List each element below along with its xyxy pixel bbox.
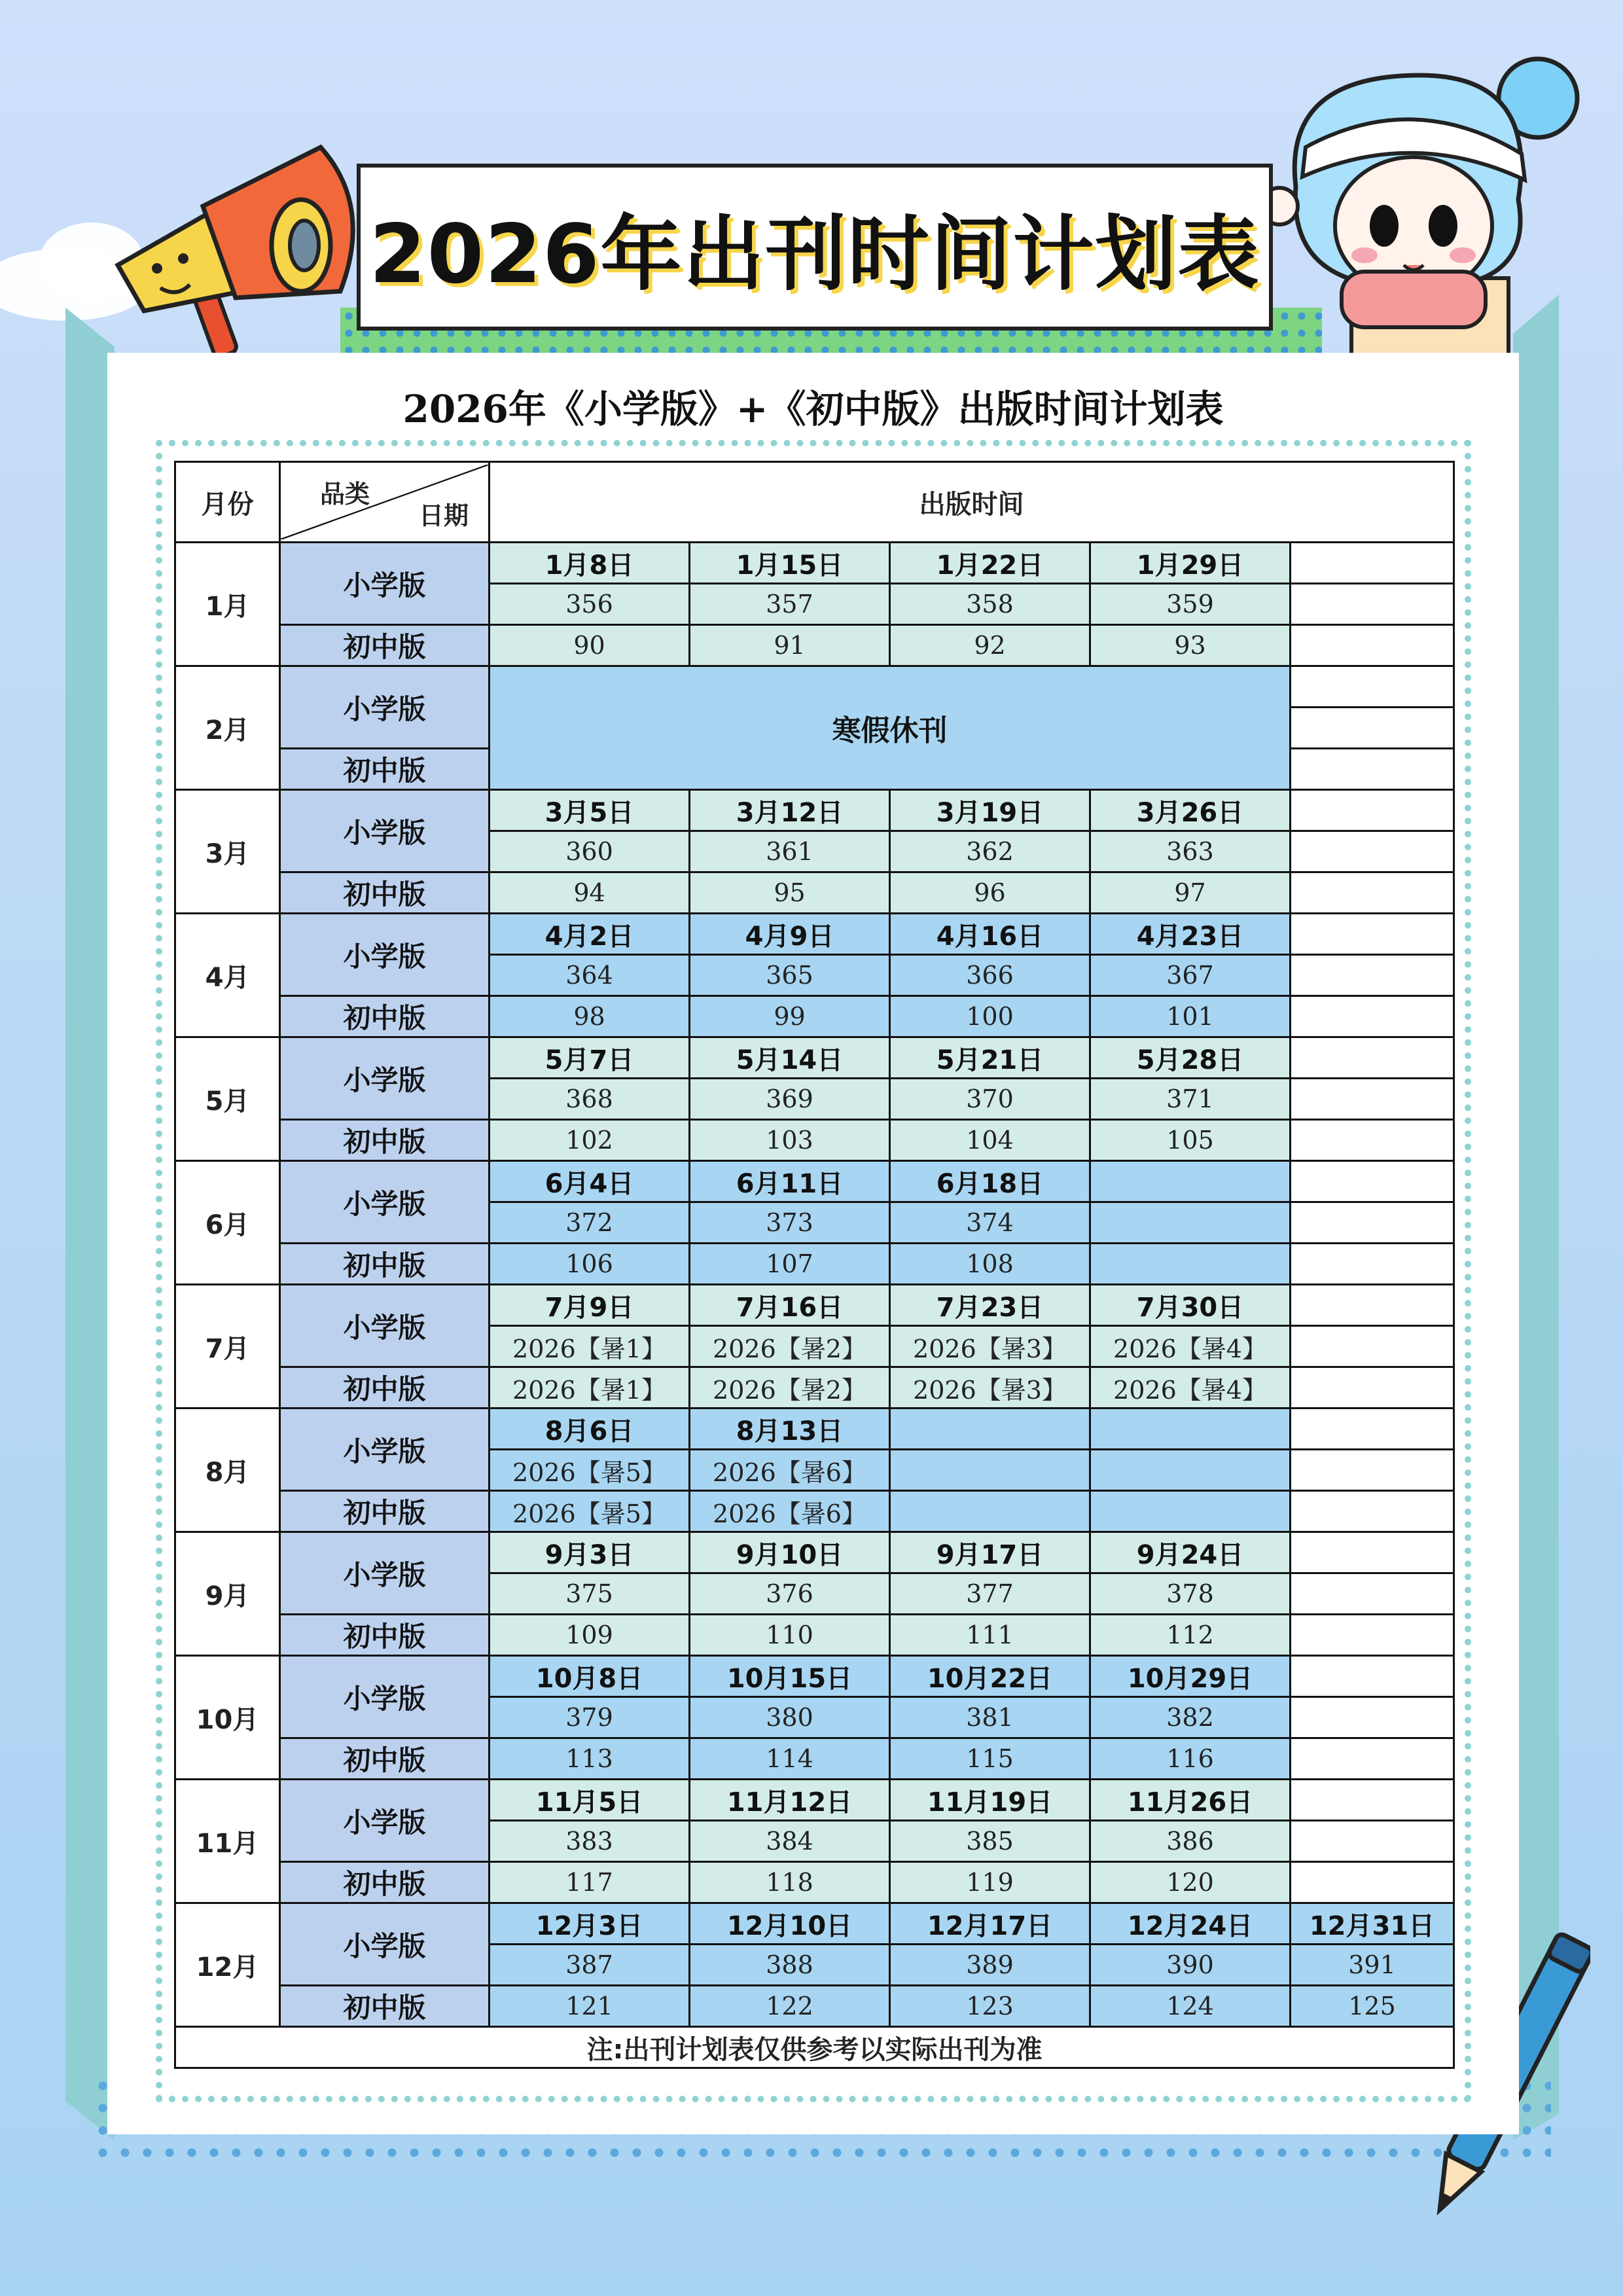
pub-date-cell: 12月31日 — [1291, 1903, 1454, 1945]
junior-issue-cell: 110 — [690, 1615, 890, 1656]
junior-issue-cell: 98 — [490, 996, 690, 1037]
edition-primary-label: 小学版 — [280, 1037, 490, 1120]
junior-issue-cell: 97 — [1090, 872, 1291, 914]
primary-issue-cell — [1291, 584, 1454, 625]
edition-primary-label: 小学版 — [280, 1532, 490, 1615]
primary-issue-cell: 384 — [690, 1821, 890, 1862]
pub-date-cell: 4月23日 — [1090, 914, 1291, 955]
junior-issue-cell — [1291, 996, 1454, 1037]
pub-date-cell: 7月16日 — [690, 1285, 890, 1326]
pub-date-cell: 10月15日 — [690, 1656, 890, 1697]
edition-junior-label: 初中版 — [280, 1120, 490, 1161]
junior-issue-cell: 90 — [490, 625, 690, 666]
empty-cell — [1291, 666, 1454, 708]
pub-date-cell — [1291, 1161, 1454, 1202]
month-label: 1月 — [175, 543, 280, 666]
junior-issue-cell: 107 — [690, 1244, 890, 1285]
pub-date-cell: 12月17日 — [890, 1903, 1090, 1945]
pub-date-cell: 9月3日 — [490, 1532, 690, 1573]
junior-issue-cell: 103 — [690, 1120, 890, 1161]
primary-issue-cell: 387 — [490, 1945, 690, 1986]
primary-issue-cell: 385 — [890, 1821, 1090, 1862]
primary-issue-cell: 383 — [490, 1821, 690, 1862]
junior-issue-cell: 100 — [890, 996, 1090, 1037]
junior-issue-cell — [1090, 1244, 1291, 1285]
frame-side-right — [1513, 295, 1559, 2140]
primary-issue-cell: 360 — [490, 831, 690, 872]
pub-date-cell: 1月29日 — [1090, 543, 1291, 584]
pub-date-cell: 8月6日 — [490, 1408, 690, 1450]
junior-issue-cell: 119 — [890, 1862, 1090, 1903]
primary-issue-cell — [1291, 1821, 1454, 1862]
primary-issue-cell: 388 — [690, 1945, 890, 1986]
junior-issue-cell — [1291, 1367, 1454, 1408]
pub-date-cell — [1291, 1780, 1454, 1821]
junior-issue-cell: 123 — [890, 1986, 1090, 2027]
junior-issue-cell: 113 — [490, 1738, 690, 1780]
primary-issue-cell — [1291, 1573, 1454, 1615]
schedule-table — [174, 461, 1455, 2069]
month-label: 5月 — [175, 1037, 280, 1161]
edition-junior-label: 初中版 — [280, 996, 490, 1037]
primary-issue-cell: 390 — [1090, 1945, 1291, 1986]
primary-issue-cell — [1291, 1450, 1454, 1491]
primary-issue-cell — [1090, 1202, 1291, 1244]
junior-issue-cell: 116 — [1090, 1738, 1291, 1780]
primary-issue-cell: 366 — [890, 955, 1090, 996]
primary-issue-cell: 378 — [1090, 1573, 1291, 1615]
junior-issue-cell: 2026【暑2】 — [690, 1367, 890, 1408]
junior-issue-cell: 109 — [490, 1615, 690, 1656]
pub-date-cell — [1291, 1408, 1454, 1450]
pub-date-cell: 10月8日 — [490, 1656, 690, 1697]
pub-date-cell: 5月7日 — [490, 1037, 690, 1079]
primary-issue-cell — [1291, 1202, 1454, 1244]
pub-date-cell: 7月9日 — [490, 1285, 690, 1326]
junior-issue-cell: 114 — [690, 1738, 890, 1780]
pub-date-cell: 5月28日 — [1090, 1037, 1291, 1079]
pub-date-cell — [1291, 914, 1454, 955]
pub-date-cell — [890, 1408, 1090, 1450]
primary-issue-cell — [1291, 1326, 1454, 1367]
edition-junior-label: 初中版 — [280, 749, 490, 790]
pub-date-cell: 3月26日 — [1090, 790, 1291, 831]
month-label: 6月 — [175, 1161, 280, 1285]
junior-issue-cell: 104 — [890, 1120, 1090, 1161]
primary-issue-cell: 2026【暑6】 — [690, 1450, 890, 1491]
junior-issue-cell: 2026【暑1】 — [490, 1367, 690, 1408]
primary-issue-cell: 365 — [690, 955, 890, 996]
pub-date-cell: 12月3日 — [490, 1903, 690, 1945]
frame-side-left — [65, 308, 115, 2140]
primary-issue-cell: 364 — [490, 955, 690, 996]
edition-junior-label: 初中版 — [280, 1244, 490, 1285]
footnote: 注:出刊计划表仅供参考以实际出刊为准 — [175, 2027, 1454, 2068]
pub-date-cell: 9月24日 — [1090, 1532, 1291, 1573]
junior-issue-cell: 95 — [690, 872, 890, 914]
junior-issue-cell — [1291, 1491, 1454, 1532]
junior-issue-cell: 94 — [490, 872, 690, 914]
primary-issue-cell: 373 — [690, 1202, 890, 1244]
table-subtitle: 2026年《小学版》+《初中版》出版时间计划表 — [402, 387, 1224, 431]
month-label: 12月 — [175, 1903, 280, 2027]
junior-issue-cell: 101 — [1090, 996, 1291, 1037]
junior-issue-cell: 2026【暑6】 — [690, 1491, 890, 1532]
pub-date-cell: 11月19日 — [890, 1780, 1090, 1821]
edition-junior-label: 初中版 — [280, 1862, 490, 1903]
pub-date-cell: 4月9日 — [690, 914, 890, 955]
junior-issue-cell — [1291, 1738, 1454, 1780]
junior-issue-cell: 2026【暑5】 — [490, 1491, 690, 1532]
junior-issue-cell: 102 — [490, 1120, 690, 1161]
junior-issue-cell: 117 — [490, 1862, 690, 1903]
junior-issue-cell: 120 — [1090, 1862, 1291, 1903]
junior-issue-cell: 122 — [690, 1986, 890, 2027]
pub-date-cell: 5月21日 — [890, 1037, 1090, 1079]
junior-issue-cell: 111 — [890, 1615, 1090, 1656]
edition-primary-label: 小学版 — [280, 1408, 490, 1491]
edition-primary-label: 小学版 — [280, 1285, 490, 1367]
primary-issue-cell: 2026【暑4】 — [1090, 1326, 1291, 1367]
junior-issue-cell: 2026【暑3】 — [890, 1367, 1090, 1408]
primary-issue-cell: 356 — [490, 584, 690, 625]
junior-issue-cell: 99 — [690, 996, 890, 1037]
empty-cell — [1291, 708, 1454, 749]
month-label: 4月 — [175, 914, 280, 1037]
primary-issue-cell — [1090, 1450, 1291, 1491]
junior-issue-cell — [1291, 1244, 1454, 1285]
pub-date-cell: 1月8日 — [490, 543, 690, 584]
primary-issue-cell: 361 — [690, 831, 890, 872]
primary-issue-cell: 372 — [490, 1202, 690, 1244]
primary-issue-cell: 362 — [890, 831, 1090, 872]
month-label: 3月 — [175, 790, 280, 914]
primary-issue-cell: 2026【暑1】 — [490, 1326, 690, 1367]
pub-date-cell: 6月4日 — [490, 1161, 690, 1202]
primary-issue-cell — [1291, 1697, 1454, 1738]
primary-issue-cell: 2026【暑2】 — [690, 1326, 890, 1367]
pub-date-cell: 4月2日 — [490, 914, 690, 955]
primary-issue-cell — [1291, 831, 1454, 872]
junior-issue-cell: 96 — [890, 872, 1090, 914]
junior-issue-cell: 124 — [1090, 1986, 1291, 2027]
junior-issue-cell: 125 — [1291, 1986, 1454, 2027]
edition-junior-label: 初中版 — [280, 1738, 490, 1780]
primary-issue-cell: 381 — [890, 1697, 1090, 1738]
header-category: 品类 — [320, 480, 370, 509]
primary-issue-cell: 363 — [1090, 831, 1291, 872]
primary-issue-cell: 357 — [690, 584, 890, 625]
empty-cell — [1291, 749, 1454, 790]
pub-date-cell: 12月24日 — [1090, 1903, 1291, 1945]
edition-primary-label: 小学版 — [280, 666, 490, 749]
pub-date-cell: 6月18日 — [890, 1161, 1090, 1202]
pub-date-cell: 12月10日 — [690, 1903, 890, 1945]
pub-date-cell: 7月30日 — [1090, 1285, 1291, 1326]
primary-issue-cell: 2026【暑5】 — [490, 1450, 690, 1491]
edition-primary-label: 小学版 — [280, 1780, 490, 1862]
page-title: 2026年出刊时间计划表 — [369, 207, 1260, 302]
junior-issue-cell — [1291, 625, 1454, 666]
junior-issue-cell — [1291, 1862, 1454, 1903]
primary-issue-cell: 2026【暑3】 — [890, 1326, 1090, 1367]
month-label: 7月 — [175, 1285, 280, 1408]
month-label: 10月 — [175, 1656, 280, 1780]
winter-break-label: 寒假休刊 — [490, 666, 1291, 790]
primary-issue-cell — [1291, 955, 1454, 996]
junior-issue-cell: 105 — [1090, 1120, 1291, 1161]
pub-date-cell: 9月17日 — [890, 1532, 1090, 1573]
edition-junior-label: 初中版 — [280, 625, 490, 666]
edition-primary-label: 小学版 — [280, 790, 490, 872]
junior-issue-cell: 2026【暑4】 — [1090, 1367, 1291, 1408]
edition-junior-label: 初中版 — [280, 1615, 490, 1656]
primary-issue-cell: 377 — [890, 1573, 1090, 1615]
edition-junior-label: 初中版 — [280, 872, 490, 914]
junior-issue-cell: 108 — [890, 1244, 1090, 1285]
month-label: 2月 — [175, 666, 280, 790]
pub-date-cell: 3月5日 — [490, 790, 690, 831]
header-pub-time: 出版时间 — [490, 462, 1454, 543]
primary-issue-cell: 371 — [1090, 1079, 1291, 1120]
pub-date-cell — [1291, 1532, 1454, 1573]
pub-date-cell: 3月19日 — [890, 790, 1090, 831]
junior-issue-cell: 112 — [1090, 1615, 1291, 1656]
pub-date-cell: 4月16日 — [890, 914, 1090, 955]
pub-date-cell — [1090, 1161, 1291, 1202]
edition-primary-label: 小学版 — [280, 914, 490, 996]
pub-date-cell: 11月26日 — [1090, 1780, 1291, 1821]
junior-issue-cell: 121 — [490, 1986, 690, 2027]
pub-date-cell — [1291, 1285, 1454, 1326]
primary-issue-cell: 391 — [1291, 1945, 1454, 1986]
primary-issue-cell: 369 — [690, 1079, 890, 1120]
edition-junior-label: 初中版 — [280, 1986, 490, 2027]
pub-date-cell — [1291, 1656, 1454, 1697]
pub-date-cell: 10月29日 — [1090, 1656, 1291, 1697]
pub-date-cell: 3月12日 — [690, 790, 890, 831]
month-label: 9月 — [175, 1532, 280, 1656]
primary-issue-cell: 380 — [690, 1697, 890, 1738]
girl-mascot-icon — [1243, 36, 1584, 370]
primary-issue-cell: 375 — [490, 1573, 690, 1615]
junior-issue-cell: 91 — [690, 625, 890, 666]
primary-issue-cell: 370 — [890, 1079, 1090, 1120]
primary-issue-cell — [890, 1450, 1090, 1491]
pub-date-cell: 8月13日 — [690, 1408, 890, 1450]
pub-date-cell: 11月12日 — [690, 1780, 890, 1821]
header-category-date — [280, 462, 490, 543]
junior-issue-cell — [1291, 872, 1454, 914]
pub-date-cell: 7月23日 — [890, 1285, 1090, 1326]
junior-issue-cell — [1291, 1615, 1454, 1656]
primary-issue-cell: 358 — [890, 584, 1090, 625]
pub-date-cell — [1291, 543, 1454, 584]
primary-issue-cell — [1291, 1079, 1454, 1120]
megaphone-icon — [105, 141, 380, 363]
primary-issue-cell: 376 — [690, 1573, 890, 1615]
month-label: 11月 — [175, 1780, 280, 1903]
pub-date-cell: 6月11日 — [690, 1161, 890, 1202]
primary-issue-cell: 367 — [1090, 955, 1291, 996]
edition-junior-label: 初中版 — [280, 1367, 490, 1408]
header-month: 月份 — [175, 462, 280, 543]
pub-date-cell: 10月22日 — [890, 1656, 1090, 1697]
month-label: 8月 — [175, 1408, 280, 1532]
pub-date-cell: 11月5日 — [490, 1780, 690, 1821]
junior-issue-cell — [890, 1491, 1090, 1532]
junior-issue-cell: 115 — [890, 1738, 1090, 1780]
header-date: 日期 — [418, 501, 469, 530]
junior-issue-cell — [1291, 1120, 1454, 1161]
pub-date-cell: 1月15日 — [690, 543, 890, 584]
junior-issue-cell — [1090, 1491, 1291, 1532]
edition-primary-label: 小学版 — [280, 1903, 490, 1986]
primary-issue-cell: 374 — [890, 1202, 1090, 1244]
primary-issue-cell: 379 — [490, 1697, 690, 1738]
pub-date-cell: 9月10日 — [690, 1532, 890, 1573]
pub-date-cell — [1090, 1408, 1291, 1450]
junior-issue-cell: 93 — [1090, 625, 1291, 666]
primary-issue-cell: 389 — [890, 1945, 1090, 1986]
pub-date-cell: 1月22日 — [890, 543, 1090, 584]
edition-primary-label: 小学版 — [280, 1656, 490, 1738]
junior-issue-cell: 92 — [890, 625, 1090, 666]
edition-primary-label: 小学版 — [280, 1161, 490, 1244]
junior-issue-cell: 118 — [690, 1862, 890, 1903]
pub-date-cell: 5月14日 — [690, 1037, 890, 1079]
edition-junior-label: 初中版 — [280, 1491, 490, 1532]
edition-primary-label: 小学版 — [280, 543, 490, 625]
junior-issue-cell: 106 — [490, 1244, 690, 1285]
primary-issue-cell: 368 — [490, 1079, 690, 1120]
primary-issue-cell: 386 — [1090, 1821, 1291, 1862]
pub-date-cell — [1291, 790, 1454, 831]
primary-issue-cell: 382 — [1090, 1697, 1291, 1738]
pub-date-cell — [1291, 1037, 1454, 1079]
primary-issue-cell: 359 — [1090, 584, 1291, 625]
